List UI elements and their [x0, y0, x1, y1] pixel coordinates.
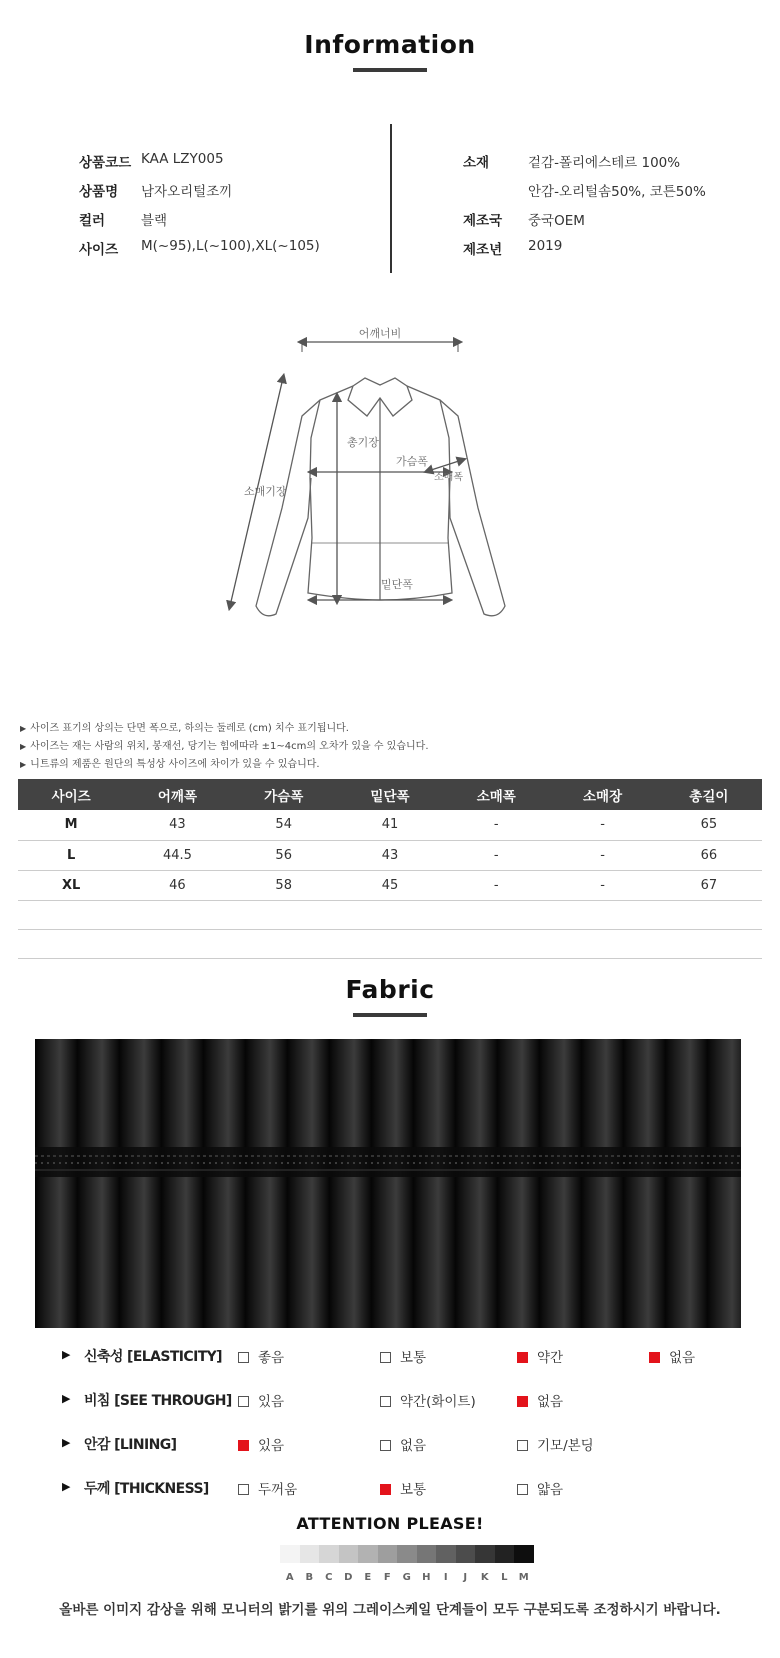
cell: 66 — [656, 840, 762, 870]
option-none: 없음 — [380, 1434, 426, 1454]
grayscale-letter: I — [443, 1572, 448, 1583]
checkbox-icon — [517, 1440, 528, 1451]
title-underline — [353, 68, 427, 72]
cell: 45 — [337, 870, 443, 900]
table-row-empty — [18, 900, 762, 929]
option-thick: 두꺼움 — [238, 1478, 297, 1498]
cell: 67 — [656, 870, 762, 900]
cell: 43 — [124, 810, 230, 840]
info-key-country: 제조국 — [463, 213, 503, 229]
info-key-color: 컬러 — [79, 213, 106, 229]
triangle-icon: ▶ — [62, 1392, 71, 1405]
attr-thickness — [62, 1477, 742, 1501]
checkbox-icon — [238, 1352, 249, 1363]
label-hem: 밑단폭 — [381, 578, 413, 591]
grayscale-swatch — [358, 1545, 378, 1563]
grayscale-letter: B — [305, 1572, 314, 1583]
note-2: ▶ 사이즈는 재는 사람의 위치, 봉재선, 당기는 힘에따라 ±1~4cm의 오차가 있을 수 있습니다. — [20, 738, 429, 756]
attr-name: 신축성 [ELASTICITY] — [84, 1349, 222, 1365]
cell: 46 — [124, 870, 230, 900]
fabric-photo — [35, 1039, 741, 1328]
grayscale-letter: C — [325, 1572, 333, 1583]
checkbox-icon — [238, 1396, 249, 1407]
fabric-title: Fabric — [345, 975, 435, 1004]
information-title: Information — [304, 30, 476, 59]
grayscale-letter: M — [518, 1572, 529, 1583]
info-value-color: 블랙 — [141, 213, 168, 229]
info-divider — [390, 124, 392, 273]
option-normal: 보통 — [380, 1478, 426, 1498]
note-1: ▶ 사이즈 표기의 상의는 단면 폭으로, 하의는 둘레로 (cm) 치수 표기됩니다. — [20, 720, 429, 738]
cell: - — [549, 840, 655, 870]
grayscale-swatch — [436, 1545, 456, 1563]
size-diagram — [230, 327, 550, 678]
th-chest: 가슴폭 — [231, 779, 337, 810]
table-row — [18, 870, 762, 900]
grayscale-letter: D — [344, 1572, 353, 1583]
option-yes: 있음 — [238, 1434, 284, 1454]
cell: - — [549, 810, 655, 840]
info-value-country: 중국OEM — [528, 213, 585, 229]
size-table-header — [18, 779, 762, 810]
th-size: 사이즈 — [18, 779, 124, 810]
label-sleeve-width: 소매폭 — [434, 472, 463, 483]
grayscale-letter: E — [364, 1572, 372, 1583]
info-value-code: KAA LZY005 — [141, 151, 224, 167]
th-sleeve-length: 소매장 — [549, 779, 655, 810]
option-slight: 약간 — [517, 1346, 563, 1366]
grayscale-swatch — [319, 1545, 339, 1563]
th-sleeve-width: 소매폭 — [443, 779, 549, 810]
info-value-material: 겉감-폴리에스테르 100% — [528, 155, 681, 171]
checkbox-icon — [380, 1396, 391, 1407]
label-sleeve-length: 소매기장 — [244, 485, 287, 498]
cell: M — [18, 810, 124, 840]
checkbox-checked-icon — [517, 1352, 528, 1363]
attr-see-through — [62, 1389, 742, 1413]
grayscale-letter: F — [383, 1572, 391, 1583]
option-good: 좋음 — [238, 1346, 284, 1366]
attr-lining — [62, 1433, 742, 1457]
cell: - — [443, 810, 549, 840]
checkbox-icon — [238, 1484, 249, 1495]
checkbox-checked-icon — [649, 1352, 660, 1363]
option-slight-white: 약간(화이트) — [380, 1390, 476, 1410]
option-none: 없음 — [649, 1346, 695, 1366]
info-key-size: 사이즈 — [79, 242, 119, 258]
grayscale-swatch — [514, 1545, 534, 1563]
cell: 58 — [231, 870, 337, 900]
grayscale-swatch — [397, 1545, 417, 1563]
grayscale-letter: H — [422, 1572, 431, 1583]
attr-name: 안감 [LINING] — [84, 1437, 177, 1453]
option-yes: 있음 — [238, 1390, 284, 1410]
grayscale-swatch — [456, 1545, 476, 1563]
checkbox-checked-icon — [380, 1484, 391, 1495]
monitor-note: 올바른 이미지 감상을 위해 모니터의 밝기를 위의 그레이스케일 단계들이 모두 구분되도록 조정하시기 바랍니다. — [59, 1602, 721, 1618]
cell: XL — [18, 870, 124, 900]
label-chest: 가슴폭 — [396, 455, 428, 468]
info-key-year: 제조년 — [463, 242, 503, 258]
th-hem: 밑단폭 — [337, 779, 443, 810]
triangle-icon: ▶ — [62, 1348, 71, 1361]
info-key-code: 상품코드 — [79, 155, 132, 171]
note-3: ▶ 니트류의 제품은 원단의 특성상 사이즈에 차이가 있을 수 있습니다. — [20, 756, 429, 774]
checkbox-checked-icon — [238, 1440, 249, 1451]
th-length: 총길이 — [656, 779, 762, 810]
info-value-name: 남자오리털조끼 — [141, 184, 233, 200]
th-shoulder: 어깨폭 — [124, 779, 230, 810]
label-total-length: 총기장 — [347, 436, 379, 449]
table-row — [18, 840, 762, 870]
option-normal: 보통 — [380, 1346, 426, 1366]
info-key-name: 상품명 — [79, 184, 119, 200]
attention-title: ATTENTION PLEASE! — [296, 1514, 484, 1533]
cell: 56 — [231, 840, 337, 870]
size-notes — [20, 720, 429, 774]
cell: 54 — [231, 810, 337, 840]
cell: - — [549, 870, 655, 900]
table-row-empty — [18, 929, 762, 958]
grayscale-letter: J — [463, 1572, 468, 1583]
grayscale-swatch — [495, 1545, 515, 1563]
cell: - — [443, 870, 549, 900]
checkbox-icon — [517, 1484, 528, 1495]
grayscale-swatch — [339, 1545, 359, 1563]
grayscale-swatch — [475, 1545, 495, 1563]
info-value-year: 2019 — [528, 238, 563, 254]
grayscale-bar — [280, 1545, 534, 1563]
label-shoulder: 어깨너비 — [358, 327, 402, 340]
info-key-material: 소재 — [463, 155, 490, 171]
attr-elasticity — [62, 1345, 742, 1369]
attr-name: 비침 [SEE THROUGH] — [84, 1393, 232, 1409]
triangle-icon: ▶ — [62, 1480, 71, 1493]
grayscale-letter: A — [285, 1572, 294, 1583]
checkbox-icon — [380, 1352, 391, 1363]
info-value-size: M(~95),L(~100),XL(~105) — [141, 238, 320, 254]
triangle-icon: ▶ — [62, 1436, 71, 1449]
checkbox-checked-icon — [517, 1396, 528, 1407]
cell: 41 — [337, 810, 443, 840]
grayscale-letter: L — [501, 1572, 508, 1583]
size-table — [18, 779, 762, 959]
option-thin: 얇음 — [517, 1478, 563, 1498]
cell: L — [18, 840, 124, 870]
attr-name: 두께 [THICKNESS] — [84, 1481, 209, 1497]
grayscale-swatch — [300, 1545, 320, 1563]
grayscale-letter: K — [480, 1572, 489, 1583]
checkbox-icon — [380, 1440, 391, 1451]
option-brushed: 기모/본딩 — [517, 1434, 594, 1454]
sleeve-width-arrow — [428, 460, 462, 471]
grayscale-letter: G — [402, 1572, 411, 1583]
option-none: 없음 — [517, 1390, 563, 1410]
grayscale-swatch — [280, 1545, 300, 1563]
grayscale-swatch — [417, 1545, 437, 1563]
cell: 65 — [656, 810, 762, 840]
grayscale-swatch — [378, 1545, 398, 1563]
table-row — [18, 810, 762, 840]
cell: - — [443, 840, 549, 870]
grayscale-letters — [280, 1572, 534, 1583]
cell: 44.5 — [124, 840, 230, 870]
title-underline — [353, 1013, 427, 1017]
cell: 43 — [337, 840, 443, 870]
info-value-lining: 안감-오리털솜50%, 코튼50% — [528, 184, 706, 200]
